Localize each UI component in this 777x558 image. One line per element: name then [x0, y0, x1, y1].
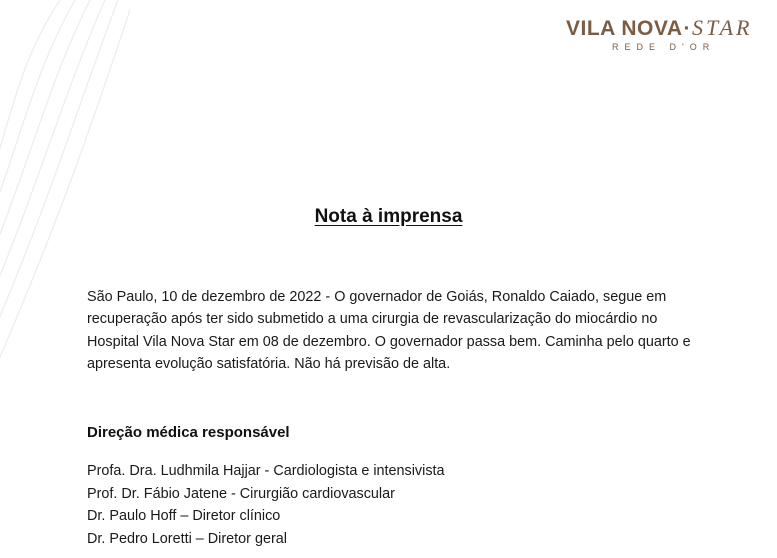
logo-wordmark: [566, 15, 753, 41]
logo-subtitle: REDE D'OR: [612, 42, 716, 52]
page-title: Nota à imprensa: [314, 206, 463, 227]
logo-name-part2: STAR: [692, 15, 753, 40]
list-item: Dr. Pedro Loretti – Diretor geral: [87, 530, 287, 547]
logo-separator: ·: [683, 17, 692, 40]
press-note-body: São Paulo, 10 de dezembro de 2022 - O governador de Goiás, Ronaldo Caiado, segue em recuperação após ter sido submetido a uma cirurgia de revascularização do miocárdio no Hospital Vila Nova Star em 08 de dezembro. O governador passa bem. Caminha pelo quarto e apresenta evolução satisfatória. Não há previsão de alta.: [87, 289, 691, 372]
list-item: Prof. Dr. Fábio Jatene - Cirurgião cardiovascular: [87, 485, 395, 502]
hospital-logo: [566, 12, 756, 56]
list-item: Dr. Paulo Hoff – Diretor clínico: [87, 508, 281, 524]
section-heading: Direção médica responsável: [87, 424, 290, 441]
responsible-doctors-list: [87, 460, 445, 550]
logo-name-part1: VILA NOVA: [566, 17, 683, 40]
list-item: Profa. Dra. Ludhmila Hajjar - Cardiologista e intensivista: [87, 463, 445, 479]
